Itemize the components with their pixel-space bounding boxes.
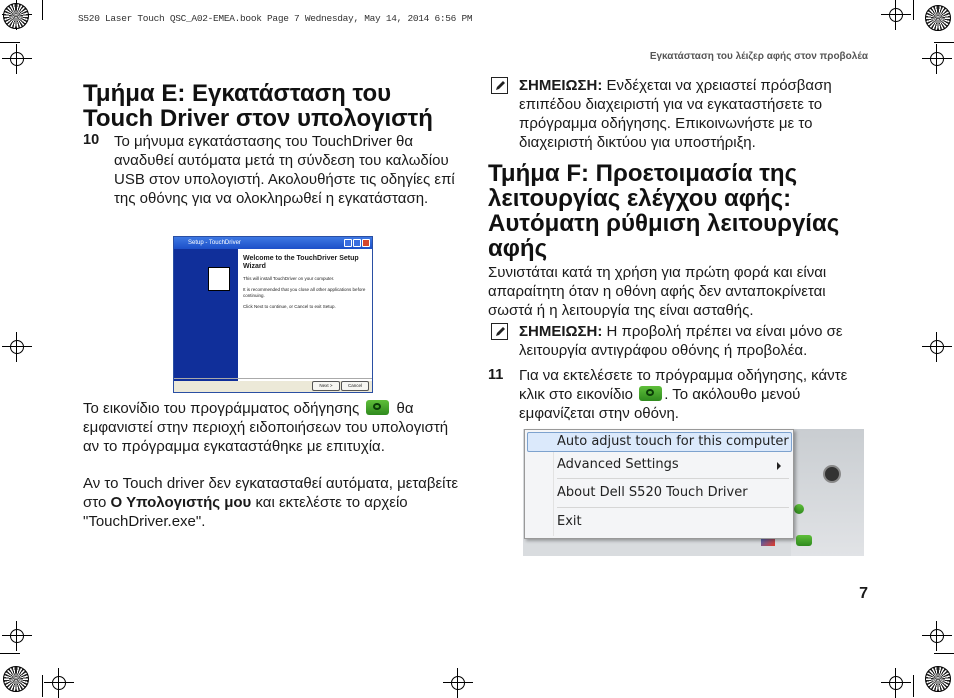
trim-line: [0, 42, 20, 43]
menu-item-advanced-settings[interactable]: Advanced Settings: [557, 457, 679, 472]
registration-mark: [2, 332, 32, 362]
registration-mark: [922, 332, 952, 362]
color-rosette: [3, 3, 29, 29]
running-header: Εγκατάσταση του λέιζερ αφής στον προβολέα: [649, 51, 868, 62]
step-number: 10: [83, 132, 100, 148]
installer-heading: Welcome to the TouchDriver Setup Wizard: [243, 255, 359, 270]
trim-line: [913, 0, 914, 20]
color-rosette: [925, 5, 951, 31]
trim-line: [42, 675, 43, 697]
note-1: [519, 76, 871, 152]
menu-separator: [557, 478, 789, 479]
trim-line: [42, 0, 43, 20]
note-pencil-icon: [491, 323, 508, 340]
color-rosette: [3, 666, 29, 692]
touch-driver-icon: [366, 400, 389, 415]
color-rosette: [925, 666, 951, 692]
installer-text: It is recommended that you close all other applications before continuing.: [243, 287, 366, 298]
installer-box-icon: [208, 267, 230, 291]
step-number: 11: [488, 367, 504, 383]
note-text: Η προβολή πρέπει να είναι μόνο σε λειτουργία αντιγράφου οθόνης ή προβολέα.: [519, 323, 843, 359]
trim-line: [934, 42, 954, 43]
trim-line: [913, 675, 914, 697]
close-icon: [362, 239, 370, 247]
page-number: 7: [859, 585, 868, 602]
menu-item-auto-adjust[interactable]: Auto adjust touch for this computer: [557, 434, 789, 449]
para-text: θα εμφανιστεί στην περιοχή ειδοποιήσεων του υπολογιστή αν το πρόγραμμα εγκαταστάθηκε με επιτυχία.: [83, 400, 449, 455]
registration-mark: [881, 0, 911, 30]
registration-mark: [2, 44, 32, 74]
registration-mark: [443, 668, 473, 698]
driver-icon-paragraph: [83, 399, 461, 456]
installer-sidebar: [174, 249, 238, 381]
note-pencil-icon: [491, 77, 508, 94]
registration-mark: [881, 668, 911, 698]
para-text: Αν το Touch driver δεν εγκατασταθεί αυτόματα, μεταβείτε στο: [83, 475, 459, 511]
para-text: Το εικονίδιο του προγράμματος οδήγησης: [83, 400, 360, 417]
touch-driver-icon: [639, 386, 662, 401]
section-e-heading: Τμήμα Ε: Εγκατάσταση του Touch Driver στον υπολογιστή: [83, 80, 433, 132]
system-tray-icon[interactable]: [823, 465, 841, 483]
installer-screenshot: [173, 236, 373, 393]
registration-mark: [922, 621, 952, 651]
section-f-heading: Τμήμα F: Προετοιμασία της λειτουργίας ελέγχου αφής: Αυτόματη ρύθμιση λειτουργίας αφής: [488, 160, 840, 262]
step-text: . Το ακόλουθο μενού εμφανίζεται στην οθόνη.: [519, 386, 801, 422]
para-text: και εκτελέστε το αρχείο "TouchDriver.exe".: [83, 494, 408, 530]
note-label: ΣΗΜΕΙΩΣΗ:: [519, 77, 603, 94]
maximize-icon: [353, 239, 361, 247]
installer-footer: [174, 378, 372, 392]
note-2: [519, 322, 871, 360]
next-button[interactable]: Next >: [312, 381, 340, 391]
trim-line: [934, 653, 954, 654]
installer-body: [238, 249, 372, 381]
context-menu-screenshot: [523, 429, 864, 556]
trim-line: [0, 653, 20, 654]
manual-install-paragraph: [83, 474, 461, 531]
print-header: S520 Laser Touch QSC_A02-EMEA.book Page 7 Wednesday, May 14, 2014 6:56 PM: [78, 13, 473, 24]
menu-item-exit[interactable]: Exit: [557, 514, 582, 529]
minimize-icon: [344, 239, 352, 247]
note-label: ΣΗΜΕΙΩΣΗ:: [519, 323, 603, 340]
note-text: Ενδέχεται να χρειαστεί πρόσβαση επιπέδου διαχειριστή για να εγκαταστήσετε το πρόγραμμα οδήγησης. Επικοινωνήστε με το διαχειριστή δικτύου για υποστήριξη.: [519, 77, 832, 151]
cancel-button[interactable]: Cancel: [341, 381, 369, 391]
touch-driver-tray-icon[interactable]: [796, 535, 812, 546]
touch-driver-context-menu: [524, 429, 794, 539]
installer-window-title: Setup - TouchDriver: [188, 240, 241, 246]
status-check-icon: [794, 504, 804, 514]
step-11-text: [519, 366, 859, 423]
registration-mark: [44, 668, 74, 698]
installer-title-bar: [174, 237, 372, 249]
registration-mark: [922, 44, 952, 74]
installer-text: Click Next to continue, or Cancel to exit Setup.: [243, 304, 336, 309]
installer-text: This will install TouchDriver on your computer.: [243, 276, 335, 281]
section-f-intro: Συνιστάται κατά τη χρήση για πρώτη φορά και είναι απαραίτητη όταν η οθόνη αφής δεν ανταποκρίνεται σωστά ή η λειτουργία της είναι ασταθής.: [488, 264, 827, 319]
my-computer-label: Ο Υπολογιστής μου: [110, 494, 252, 511]
step-text: Για να εκτελέσετε το πρόγραμμα οδήγησης, κάντε κλικ στο εικονίδιο: [519, 367, 848, 403]
submenu-arrow-icon: [777, 462, 781, 470]
registration-mark: [2, 621, 32, 651]
menu-item-about[interactable]: About Dell S520 Touch Driver: [557, 485, 748, 500]
step-10-text: Το μήνυμα εγκατάστασης του TouchDriver θα αναδυθεί αυτόματα μετά τη σύνδεση του καλωδίου USB στον υπολογιστή. Ακολουθήστε τις οδηγίες επί της οθόνης για να ολοκληρωθεί η εγκατάσταση.: [114, 133, 455, 207]
menu-separator: [557, 507, 789, 508]
